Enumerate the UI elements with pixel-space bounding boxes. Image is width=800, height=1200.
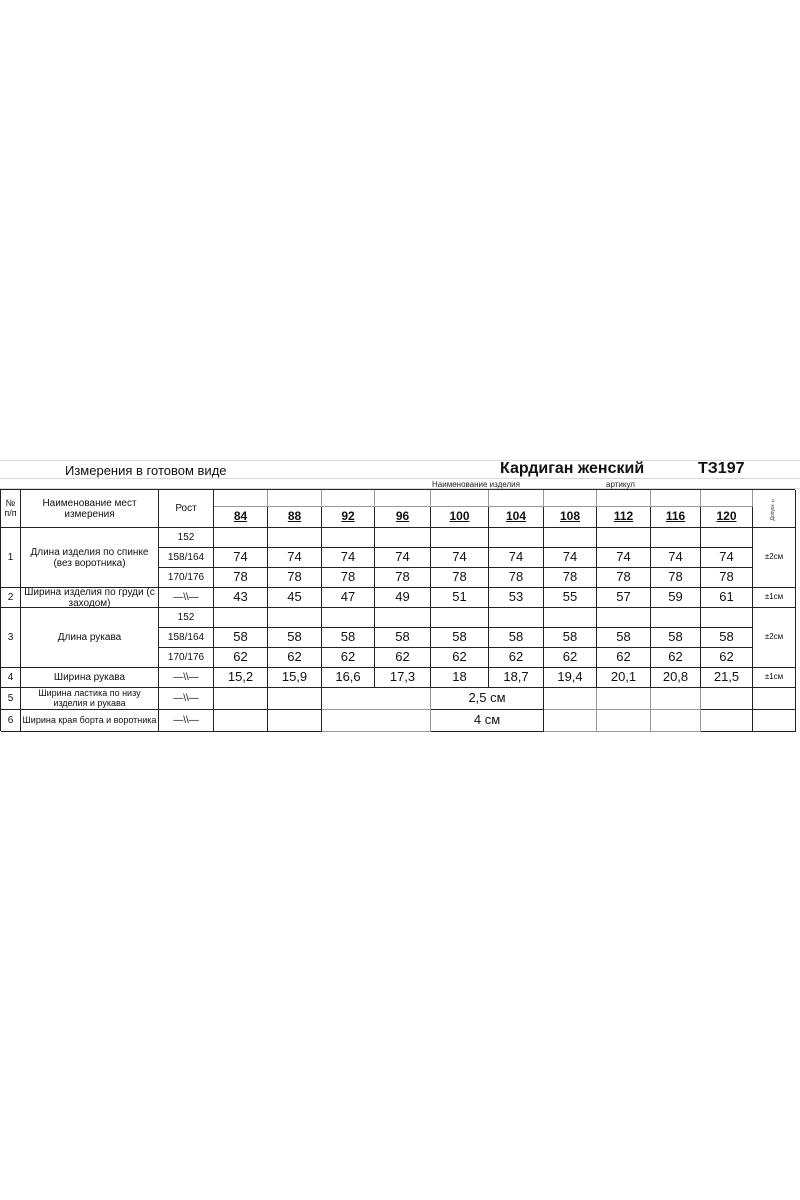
measurement-value: 19,4 xyxy=(544,668,597,688)
measurement-value: 74 xyxy=(489,548,544,568)
empty-cell xyxy=(651,688,701,710)
measurement-value: 49 xyxy=(375,588,431,608)
measurement-value xyxy=(322,608,375,628)
measurement-value xyxy=(268,608,322,628)
header-size-top xyxy=(651,490,701,507)
measurement-value: 58 xyxy=(214,628,268,648)
empty-cell xyxy=(544,688,597,710)
measurement-value: 58 xyxy=(268,628,322,648)
measurement-value: 74 xyxy=(375,548,431,568)
product-article: ТЗ197 xyxy=(698,460,745,477)
measurement-value: 57 xyxy=(597,588,651,608)
row-height: 170/176 xyxy=(159,648,214,668)
measurement-value: 51 xyxy=(431,588,489,608)
measurement-value: 62 xyxy=(701,648,753,668)
measurement-value: 58 xyxy=(651,628,701,648)
measurement-value: 74 xyxy=(701,548,753,568)
product-caption: Наименование изделия xyxy=(432,480,520,489)
empty-cell xyxy=(214,688,268,710)
measurement-value: 15,9 xyxy=(268,668,322,688)
measurement-value: 74 xyxy=(544,548,597,568)
measurement-value xyxy=(544,528,597,548)
row-num: 1 xyxy=(1,528,21,588)
header-size-top xyxy=(431,490,489,507)
measurement-value: 78 xyxy=(489,568,544,588)
measurement-value: 78 xyxy=(701,568,753,588)
empty-cell xyxy=(701,688,753,710)
row-tolerance: ±2см xyxy=(753,608,796,668)
empty-cell xyxy=(544,710,597,732)
size-label: 100 xyxy=(431,507,489,528)
measurement-value: 16,6 xyxy=(322,668,375,688)
row-height: 152 xyxy=(159,608,214,628)
measurement-value: 74 xyxy=(268,548,322,568)
size-label: 120 xyxy=(701,507,753,528)
measurement-value: 20,8 xyxy=(651,668,701,688)
header-size-top xyxy=(375,490,431,507)
measurement-value: 78 xyxy=(268,568,322,588)
empty-cell xyxy=(322,710,431,732)
row-num: 3 xyxy=(1,608,21,668)
row-tolerance xyxy=(753,710,796,732)
row-name: Длина рукава xyxy=(21,608,159,668)
measurement-value xyxy=(489,608,544,628)
measurement-value: 58 xyxy=(322,628,375,648)
measurement-value: 55 xyxy=(544,588,597,608)
header-name: Наименование мест измерения xyxy=(21,490,159,528)
size-label: 84 xyxy=(214,507,268,528)
measurement-value: 18,7 xyxy=(489,668,544,688)
size-label: 116 xyxy=(651,507,701,528)
measurement-value: 62 xyxy=(651,648,701,668)
row-num: 2 xyxy=(1,588,21,608)
measurement-value: 53 xyxy=(489,588,544,608)
row-tolerance xyxy=(753,688,796,710)
row-tolerance: ±1см xyxy=(753,588,796,608)
measurement-value: 58 xyxy=(544,628,597,648)
measurement-value: 78 xyxy=(544,568,597,588)
measurement-value: 43 xyxy=(214,588,268,608)
header-size-top xyxy=(701,490,753,507)
header-height: Рост xyxy=(159,490,214,528)
measurement-value: 61 xyxy=(701,588,753,608)
size-label: 96 xyxy=(375,507,431,528)
measurement-value: 58 xyxy=(375,628,431,648)
row-num: 4 xyxy=(1,668,21,688)
measurement-table xyxy=(0,489,795,731)
measurement-value: 62 xyxy=(375,648,431,668)
span-value: 2,5 см xyxy=(431,688,544,710)
measurement-value: 47 xyxy=(322,588,375,608)
empty-cell xyxy=(597,688,651,710)
size-label: 88 xyxy=(268,507,322,528)
row-name: Ширина рукава xyxy=(21,668,159,688)
measurement-value: 62 xyxy=(268,648,322,668)
measurement-value: 74 xyxy=(597,548,651,568)
size-label: 108 xyxy=(544,507,597,528)
row-tolerance: ±1см xyxy=(753,668,796,688)
measurement-value: 58 xyxy=(597,628,651,648)
measurement-value: 78 xyxy=(431,568,489,588)
measurement-value: 20,1 xyxy=(597,668,651,688)
measurement-value: 62 xyxy=(431,648,489,668)
size-label: 104 xyxy=(489,507,544,528)
product-name: Кардиган женский xyxy=(500,460,645,477)
row-height: 170/176 xyxy=(159,568,214,588)
measurement-value xyxy=(431,528,489,548)
header-num: № п/п xyxy=(1,490,21,528)
measurement-value: 74 xyxy=(431,548,489,568)
measurement-value: 18 xyxy=(431,668,489,688)
measurement-value xyxy=(597,608,651,628)
header-size-top xyxy=(597,490,651,507)
measurement-value xyxy=(375,528,431,548)
row-name: Ширина ластика по низу изделия и рукава xyxy=(21,688,159,710)
row-height: —\\— xyxy=(159,588,214,608)
measurement-value: 74 xyxy=(651,548,701,568)
header-tolerance xyxy=(753,490,796,528)
row-height: —\\— xyxy=(159,668,214,688)
measurement-value xyxy=(651,528,701,548)
size-label: 112 xyxy=(597,507,651,528)
header-size-top xyxy=(322,490,375,507)
row-num: 5 xyxy=(1,688,21,710)
measurement-value: 78 xyxy=(214,568,268,588)
article-caption: артикул xyxy=(606,480,635,489)
row-name: Ширина края борта и воротника xyxy=(21,710,159,732)
measurement-value: 62 xyxy=(544,648,597,668)
measurement-value: 62 xyxy=(489,648,544,668)
sheet-title: Измерения в готовом виде xyxy=(65,463,227,478)
row-height: 158/164 xyxy=(159,628,214,648)
empty-cell xyxy=(322,688,431,710)
header-size-top xyxy=(489,490,544,507)
measurement-value: 58 xyxy=(431,628,489,648)
row-num: 6 xyxy=(1,710,21,732)
header-size-top xyxy=(268,490,322,507)
grid-line xyxy=(0,478,800,479)
row-height: —\\— xyxy=(159,710,214,732)
empty-cell xyxy=(651,710,701,732)
empty-cell xyxy=(597,710,651,732)
span-value: 4 см xyxy=(431,710,544,732)
measurement-value: 74 xyxy=(322,548,375,568)
header-size-top xyxy=(544,490,597,507)
measurement-value xyxy=(489,528,544,548)
measurement-value: 62 xyxy=(597,648,651,668)
row-height: 152 xyxy=(159,528,214,548)
measurement-value: 21,5 xyxy=(701,668,753,688)
measurement-value xyxy=(431,608,489,628)
measurement-value: 45 xyxy=(268,588,322,608)
row-height: —\\— xyxy=(159,688,214,710)
empty-cell xyxy=(268,710,322,732)
grid-line xyxy=(0,460,800,461)
measurement-value: 78 xyxy=(322,568,375,588)
measurement-value: 58 xyxy=(701,628,753,648)
measurement-value xyxy=(701,528,753,548)
header-size-top xyxy=(214,490,268,507)
measurement-value: 78 xyxy=(651,568,701,588)
measurement-value: 15,2 xyxy=(214,668,268,688)
measurement-value xyxy=(214,528,268,548)
measurement-value xyxy=(701,608,753,628)
measurement-value: 62 xyxy=(214,648,268,668)
measurement-value: 59 xyxy=(651,588,701,608)
measurement-value xyxy=(268,528,322,548)
measurement-value xyxy=(597,528,651,548)
measurement-sheet xyxy=(0,458,800,748)
measurement-value xyxy=(214,608,268,628)
empty-cell xyxy=(701,710,753,732)
empty-cell xyxy=(214,710,268,732)
tolerance-caption: Допуск ± xyxy=(770,496,777,521)
row-height: 158/164 xyxy=(159,548,214,568)
row-name: Длина изделия по спинке (вез воротника) xyxy=(21,528,159,588)
row-tolerance: ±2см xyxy=(753,528,796,588)
measurement-value: 78 xyxy=(597,568,651,588)
measurement-value: 62 xyxy=(322,648,375,668)
measurement-value: 17,3 xyxy=(375,668,431,688)
measurement-value: 58 xyxy=(489,628,544,648)
measurement-value xyxy=(375,608,431,628)
measurement-value xyxy=(651,608,701,628)
empty-cell xyxy=(268,688,322,710)
measurement-value: 74 xyxy=(214,548,268,568)
measurement-value xyxy=(322,528,375,548)
measurement-value: 78 xyxy=(375,568,431,588)
measurement-value xyxy=(544,608,597,628)
row-name: Ширина изделия по груди (с заходом) xyxy=(21,588,159,608)
size-label: 92 xyxy=(322,507,375,528)
